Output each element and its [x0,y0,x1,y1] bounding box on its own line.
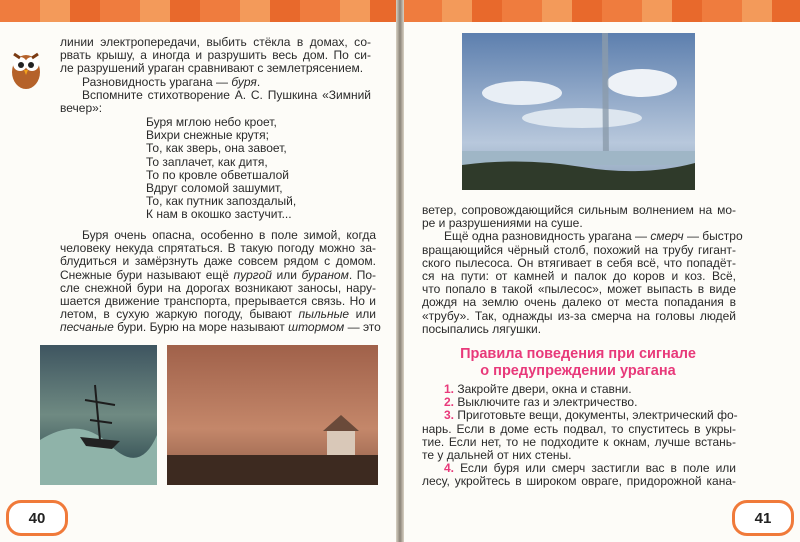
text-segment: шается движение транспорта, прерывается связь. Но и [60,293,376,308]
text-segment: нарь. Если в доме есть подвал, то спуститесь в укры- [422,421,736,436]
text-segment: линии электропередачи, выбить стёкла в домах, со- [60,35,371,49]
text-line: Буря мглою небо кроет, [146,115,277,129]
text-segment: . По- [348,267,377,282]
text-segment: бури. Бурю на море называют [113,320,289,335]
text-segment: ре и разрушениями на суше. [422,216,583,231]
text-segment: рвать крышу, а иногда и разрушить весь дом. По си- [60,48,371,63]
text-segment: ле разрушений ураган сравнивают с землетрясением. [60,61,364,76]
text-segment: «трубу». Так, однажды из-за смерча на головы людей [422,308,736,323]
text-segment: Буря очень опасна, особенно в поле зимой, когда [82,228,376,242]
text-line: То по кровле обветшалой [146,167,289,182]
text-segment: ветер, сопровождающийся сильным волнением на мо- [422,203,736,217]
text-segment: Приготовьте вещи, документы, электрический фо- [457,408,738,423]
text-segment: Снежные бури называют ещё [60,267,234,282]
text-segment: Закройте двери, окна и ставни. [457,382,632,396]
rule-number: 2. [444,395,458,410]
text-segment: или [349,307,376,322]
text-line: К нам в окошко застучит... [146,207,292,222]
text-segment: Вспомните стихотворение А. С. Пушкина «Зимний [82,87,371,102]
text-line: Вихри снежные крутя; [146,128,269,143]
rule-number: 3. [444,408,458,423]
italic-term: буря [231,74,257,89]
text-segment: человеку некуда спрятаться. В такую погоду можно за- [60,241,376,256]
text-segment: лесу, укройтесь в широком овраге, придорожной кана- [422,474,736,489]
book-spine [396,0,404,542]
text-segment: — это [344,320,381,335]
top-decorative-border-right [402,0,800,22]
italic-term: песчаные [60,320,114,335]
tornado-photo [462,33,695,190]
text-segment: блудиться и замёрзнуть даже совсем рядом с домом. [60,254,376,269]
owl-mascot-icon [6,44,46,92]
text-segment: Разновидность урагана — [82,74,232,89]
rule-number: 4. [444,461,461,476]
text-segment: ского пылесоса. Он втягивает в себя всё, что попадёт- [422,255,736,270]
text-segment: вращающийся чёрный столб, похожий на трубу гигант- [422,242,736,257]
italic-term: штормом [288,320,345,335]
pushkin-poem [146,116,346,222]
text-line [422,475,736,488]
text-segment: летом, в сухую жаркую погоду, бывают [60,307,299,322]
rules-list [422,383,736,489]
rule-number: 1. [444,382,458,396]
text-segment: или [271,267,302,282]
text-segment: . [256,74,261,89]
text-segment: посыпались лягушки. [422,321,542,336]
rules-heading-line: о предупреждении урагана [480,363,676,379]
italic-term: смерч [650,229,684,244]
left-body-text [60,228,381,335]
text-segment: ся на пути: от камней и палок до коров и коз. Всё, [422,268,736,283]
top-decorative-border-left [0,0,398,22]
rules-heading [420,346,736,380]
text-line: То заплачет, как дитя, [146,154,268,169]
page-number-right: 41 [732,500,794,536]
text-segment: Ещё одна разновидность урагана — [444,229,651,244]
text-segment: Если буря или смерч застигли вас в поле или [460,461,736,476]
text-segment: те у дальней от них стены. [422,447,572,462]
text-line: То, как путник запоздалый, [146,194,297,209]
right-body-text [422,203,743,336]
text-segment: вечер»: [60,100,103,115]
dust-storm-photo [167,345,378,485]
text-line: То, как зверь, она завоет, [146,141,287,156]
left-intro-text [60,36,371,115]
text-segment: тие. Если нет, то не подходите к окнам, лучше встань- [422,434,736,449]
text-line [60,89,371,102]
text-line: Вдруг соломой зашумит, [146,180,283,195]
text-line [60,320,381,335]
rules-heading-line: Правила поведения при сигнале [460,346,696,362]
text-segment: — быстро [683,229,743,244]
text-line [60,102,371,115]
italic-term: бураном [301,267,349,282]
text-segment: сле снежной бури на дорогах возникают заносы, нару- [60,280,376,295]
page-number-left: 40 [6,500,68,536]
text-segment: Выключите газ и электричество. [457,395,638,410]
text-segment: дождя на землю очень далеко от места попадания в [422,295,736,310]
text-line [422,323,736,336]
text-segment: что попало в такой «пылесос», может выпасть в виде [422,282,736,297]
italic-term: пыльные [298,307,350,322]
stormy-sea-ship-painting [40,345,157,485]
italic-term: пургой [233,267,272,282]
